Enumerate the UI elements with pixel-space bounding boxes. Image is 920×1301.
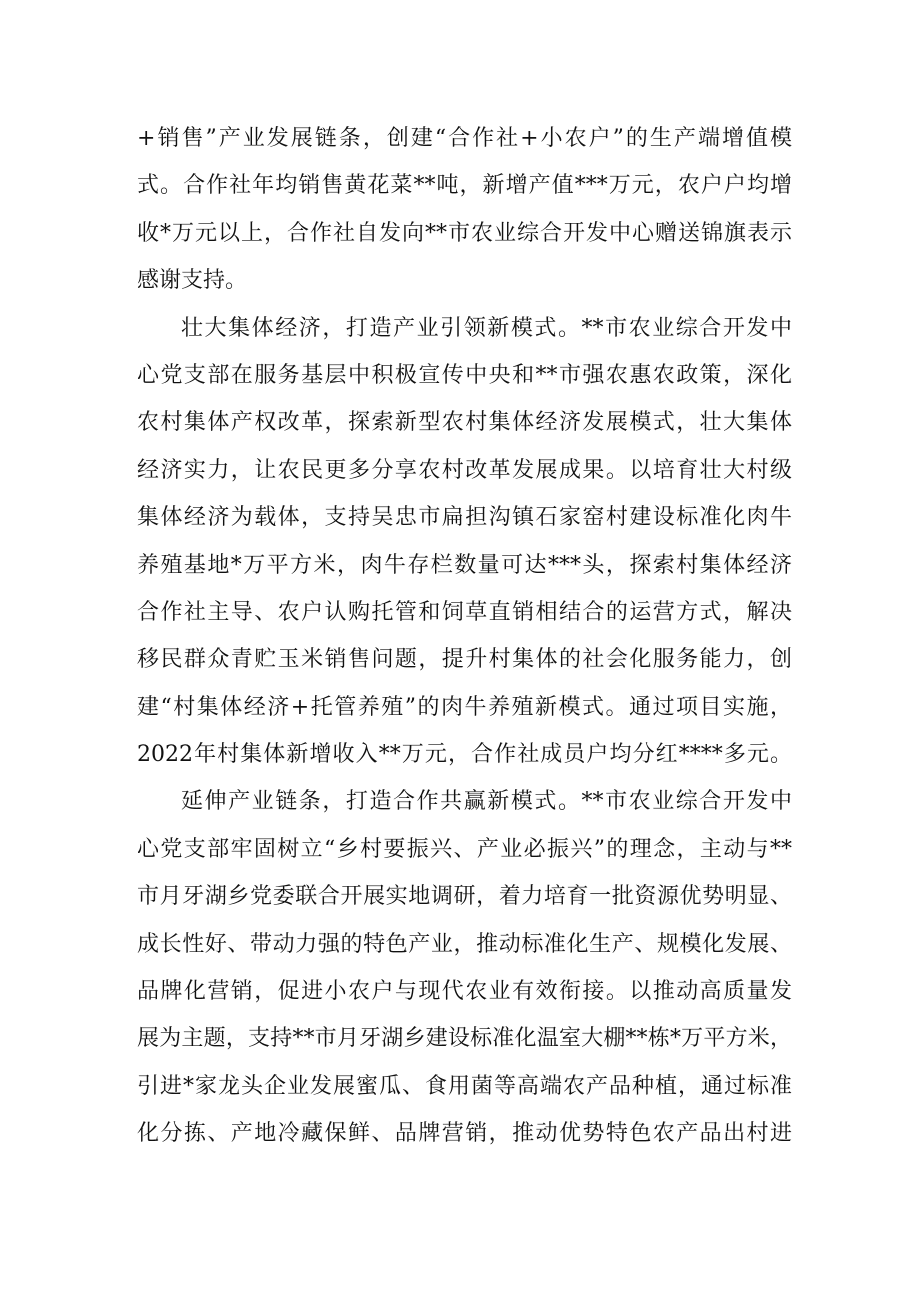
text-line: 式。合作社年均销售黄花菜**吨，新增产值***万元，农户户均增 bbox=[137, 173, 792, 199]
text-line: 移民群众青贮玉米销售问题，提升村集体的社会化服务能力，创 bbox=[137, 647, 792, 673]
document-body bbox=[137, 115, 792, 1158]
paragraph-2 bbox=[137, 305, 792, 779]
text-line: 成长性好、带动力强的特色产业，推动标准化生产、规模化发展、 bbox=[137, 931, 792, 957]
text-line: 品牌化营销，促进小农户与现代农业有效衔接。以推动高质量发 bbox=[137, 979, 792, 1005]
text-line: 延伸产业链条，打造合作共赢新模式。**市农业综合开发中 bbox=[181, 789, 792, 815]
text-line: 壮大集体经济，打造产业引领新模式。**市农业综合开发中 bbox=[181, 315, 792, 341]
text-line: 养殖基地*万平方米，肉牛存栏数量可达***头，探索村集体经济 bbox=[137, 552, 792, 578]
text-line: 农村集体产权改革，探索新型农村集体经济发展模式，壮大集体 bbox=[137, 410, 792, 436]
text-line: 合作社主导、农户认购托管和饲草直销相结合的运营方式，解决 bbox=[137, 599, 792, 625]
text-line: 建“村集体经济+托管养殖”的肉牛养殖新模式。通过项目实施， bbox=[137, 694, 792, 720]
text-line: 收*万元以上，合作社自发向**市农业综合开发中心赠送锦旗表示 bbox=[137, 220, 792, 246]
paragraph-3 bbox=[137, 778, 792, 1157]
text-line: 2022年村集体新增收入**万元，合作社成员户均分红****多元。 bbox=[137, 742, 792, 768]
text-line: 经济实力，让农民更多分享农村改革发展成果。以培育壮大村级 bbox=[137, 457, 792, 483]
text-line: +销售”产业发展链条，创建“合作社+小农户”的生产端增值模 bbox=[137, 126, 792, 151]
text-line: 市月牙湖乡党委联合开展实地调研，着力培育一批资源优势明显、 bbox=[137, 884, 792, 910]
text-line: 引进*家龙头企业发展蜜瓜、食用菌等高端农产品种植，通过标准 bbox=[137, 1073, 792, 1099]
text-line: 展为主题，支持**市月牙湖乡建设标准化温室大棚**栋*万平方米， bbox=[137, 1026, 792, 1052]
text-line: 集体经济为载体，支持吴忠市扁担沟镇石家窑村建设标准化肉牛 bbox=[137, 505, 792, 531]
paragraph-1 bbox=[137, 115, 792, 305]
text-line: 心党支部在服务基层中积极宣传中央和**市强农惠农政策，深化 bbox=[137, 362, 792, 388]
text-line: 心党支部牢固树立“乡村要振兴、产业必振兴”的理念，主动与** bbox=[137, 836, 792, 862]
text-line: 化分拣、产地冷藏保鲜、品牌营销，推动优势特色农产品出村进 bbox=[137, 1121, 792, 1147]
text-line: 感谢支持。 bbox=[137, 268, 248, 294]
